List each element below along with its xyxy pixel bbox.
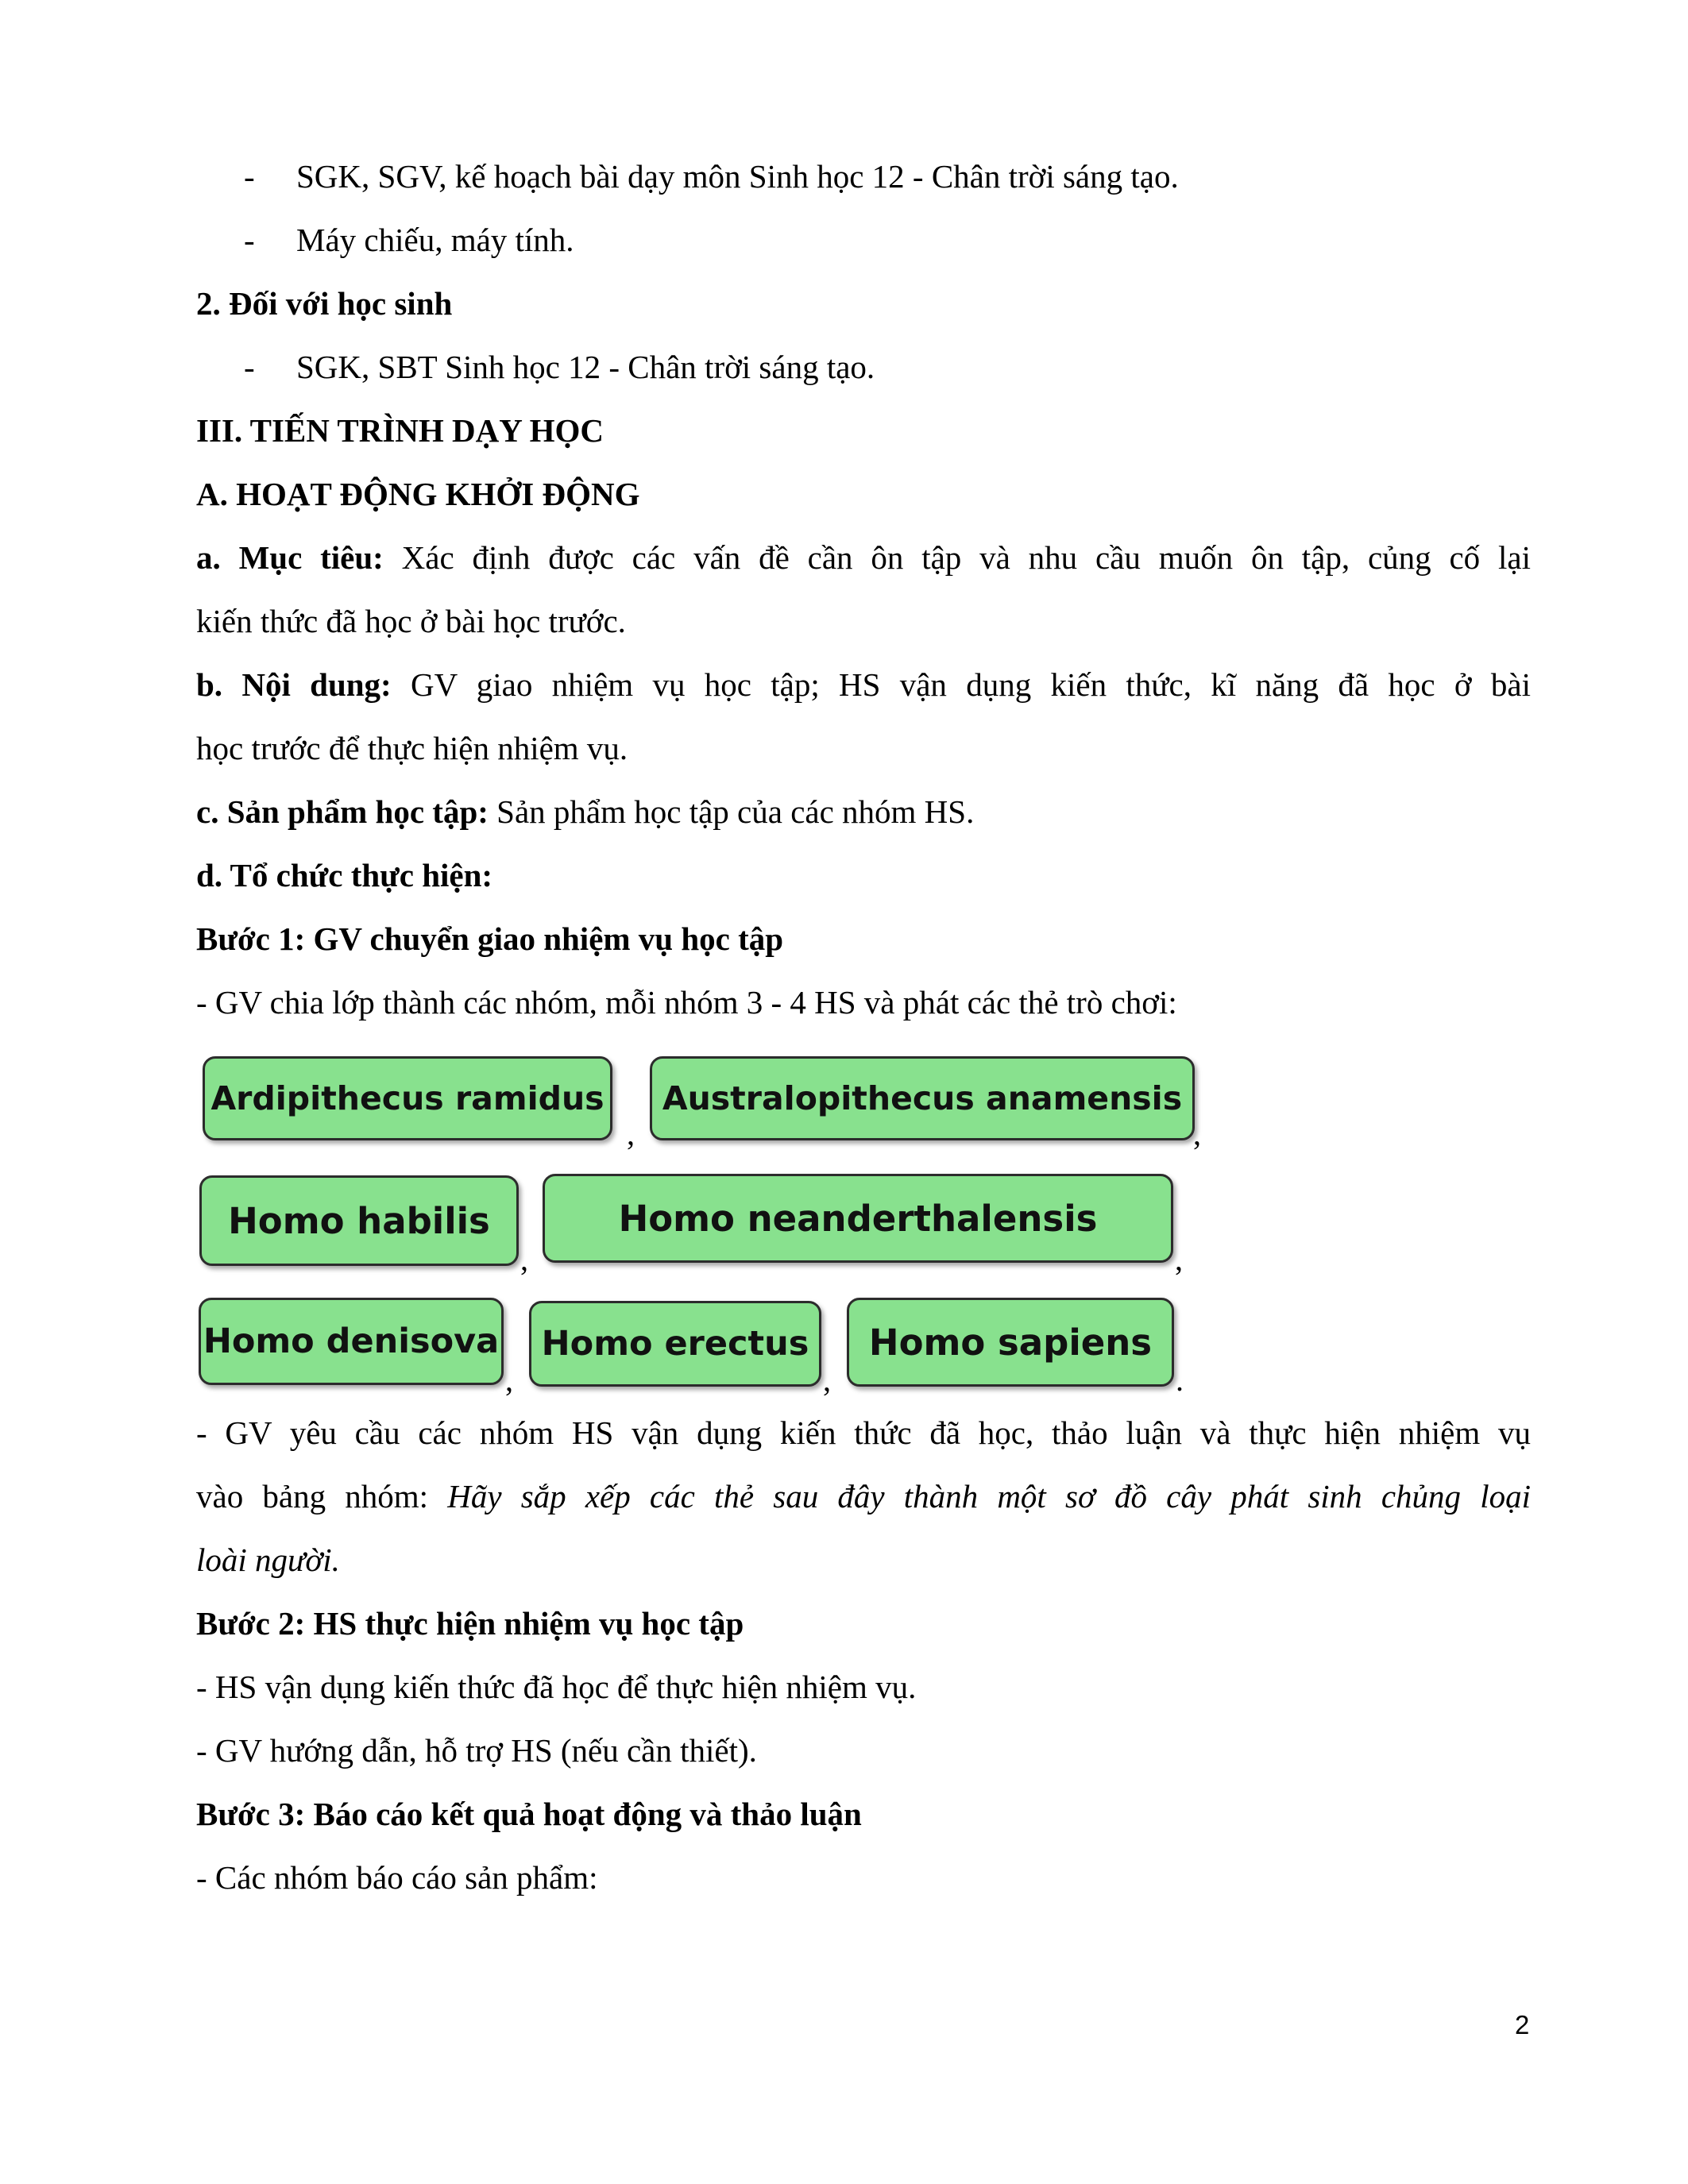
card-homo-denisova: Homo denisova xyxy=(199,1298,504,1385)
card-homo-habilis: Homo habilis xyxy=(199,1175,519,1266)
card-homo-erectus: Homo erectus xyxy=(529,1301,821,1387)
task-paragraph-end: loài người. xyxy=(196,1542,340,1578)
task-paragraph-cont: vào bảng nhóm: Hãy sắp xếp các thẻ sau đây thành một sơ đồ cây phát sinh chủng loại xyxy=(196,1478,1531,1515)
step1-title: Bước 1: GV chuyển giao nhiệm vụ học tập xyxy=(196,920,784,957)
content-paragraph-cont: học trước để thực hiện nhiệm vụ. xyxy=(196,730,628,766)
step3-item: - Các nhóm báo cáo sản phẩm: xyxy=(196,1859,598,1896)
section-title: III. TIẾN TRÌNH DẠY HỌC xyxy=(196,412,605,449)
list-item: SGK, SGV, kế hoạch bài dạy môn Sinh học 12 - Chân trời sáng tạo. xyxy=(296,158,1179,195)
comma-separator: , xyxy=(823,1362,831,1398)
page-number: 2 xyxy=(1515,2010,1530,2039)
product-label: c. Sản phẩm học tập: xyxy=(196,793,489,830)
bullet-dash: - xyxy=(244,349,255,385)
list-item: SGK, SBT Sinh học 12 - Chân trời sáng tạo. xyxy=(296,349,875,385)
period-separator: . xyxy=(1176,1362,1184,1398)
comma-separator: , xyxy=(627,1116,635,1152)
card-australopithecus-anamensis: Australopithecus anamensis xyxy=(650,1056,1195,1140)
step2-item: - GV hướng dẫn, hỗ trợ HS (nếu cần thiết). xyxy=(196,1732,757,1769)
objective-label: a. Mục tiêu: xyxy=(196,539,384,576)
step2-item: - HS vận dụng kiến thức đã học để thực hiện nhiệm vụ. xyxy=(196,1669,917,1705)
product-paragraph xyxy=(196,793,1531,832)
objective-paragraph xyxy=(196,538,1531,577)
product-text: Sản phẩm học tập của các nhóm HS. xyxy=(488,793,975,830)
step1-intro: - GV chia lớp thành các nhóm, mỗi nhóm 3 - 4 HS và phát các thẻ trò chơi: xyxy=(196,984,1177,1021)
step3-title: Bước 3: Báo cáo kết quả hoạt động và thảo luận xyxy=(196,1796,862,1832)
task-paragraph: - GV yêu cầu các nhóm HS vận dụng kiến thức đã học, thảo luận và thực hiện nhiệm vụ xyxy=(196,1414,1531,1451)
card-ardipithecus-ramidus: Ardipithecus ramidus xyxy=(203,1056,612,1140)
content-label: b. Nội dung: xyxy=(196,666,392,703)
bullet-dash: - xyxy=(244,158,255,195)
comma-separator: , xyxy=(505,1362,513,1398)
objective-paragraph-cont: kiến thức đã học ở bài học trước. xyxy=(196,603,626,639)
card-homo-neanderthalensis: Homo neanderthalensis xyxy=(543,1174,1173,1263)
comma-separator: , xyxy=(1175,1241,1183,1277)
step2-title: Bước 2: HS thực hiện nhiệm vụ học tập xyxy=(196,1605,744,1642)
bullet-dash: - xyxy=(244,222,255,258)
student-heading: 2. Đối với học sinh xyxy=(196,285,453,322)
list-item: Máy chiếu, máy tính. xyxy=(296,222,574,258)
task-instruction: Hãy sắp xếp các thẻ sau đây thành một sơ đồ cây phát sinh chủng loại xyxy=(447,1478,1531,1515)
activity-title: A. HOẠT ĐỘNG KHỞI ĐỘNG xyxy=(196,476,640,512)
comma-separator: , xyxy=(520,1241,528,1277)
objective-text: Xác định được các vấn đề cần ôn tập và nhu cầu muốn ôn tập, củng cố lại xyxy=(383,539,1532,576)
comma-separator: , xyxy=(1193,1116,1201,1152)
organization-heading: d. Tổ chức thực hiện: xyxy=(196,857,493,893)
content-paragraph xyxy=(196,666,1531,704)
card-homo-sapiens: Homo sapiens xyxy=(847,1298,1174,1387)
content-text: GV giao nhiệm vụ học tập; HS vận dụng kiến thức, kĩ năng đã học ở bài xyxy=(391,666,1531,703)
